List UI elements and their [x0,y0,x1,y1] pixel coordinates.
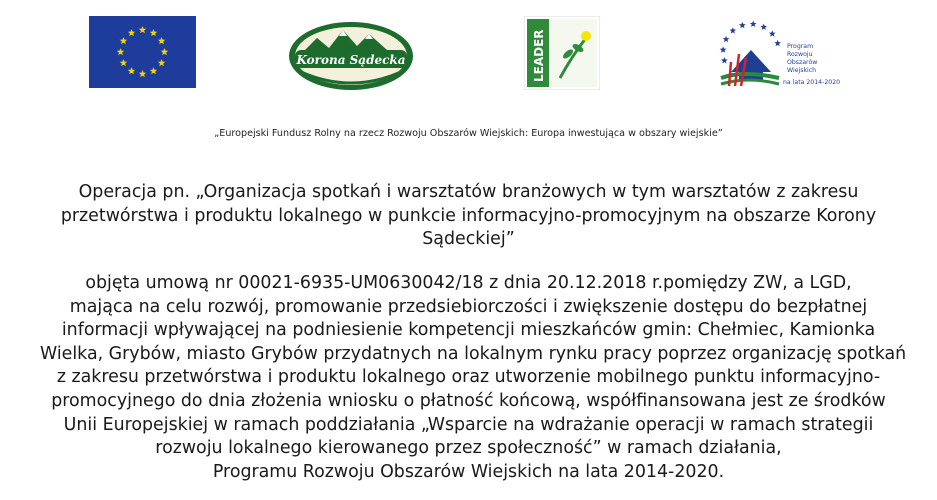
title-line: przetwórstwa i produktu lokalnego w punkcie informacyjno-promocyjnym na obszarze Korony [60,205,877,226]
prow-line-3: Obszarów [787,59,818,66]
prow-star-icon [769,30,776,37]
svg-text:Program Rozwoju Ob [783,43,840,86]
body-line: Programu Rozwoju Obszarów Wiejskich na lata 2014-2020. [212,461,725,482]
prow-star-icon [729,27,736,34]
body-line: rozwoju lokalnego kierowanego przez społeczność” w ramach działania, [155,438,782,459]
leader-logo [524,16,600,90]
prow-line-1: Program [787,43,814,50]
prow-line-5: na lata 2014-2020 [783,79,841,86]
prow-logo [713,14,845,98]
leader-logo-text: LEADER [532,29,546,82]
prow-star-icon [721,57,728,64]
body-line: z zakresu przetwórstwa i produktu lokalnego oraz utworzenie mobilnego punktu informacyjno- [56,367,881,388]
body-line: objęta umową nr 00021-6935-UM0630042/18 z dnia 20.12.2018 r.pomiędzy ZW, a LGD, [85,273,852,293]
prow-star-icon [720,46,727,53]
eu-flag-icon [89,16,196,88]
prow-line-4: Wiejskich [787,67,817,74]
korona-logo-text: Korona Sądecka [296,53,406,67]
title-line: Sądeckiej” [422,229,515,250]
prow-star-icon [739,22,746,29]
body-line: promocyjnego do dnia złożenia wniosku o płatność końcową, współfinansowana jest ze środków [51,390,886,411]
body-line: Unii Europejskiej w ramach poddziałania „Wsparcie na wdrażanie operacji w ramach strategii [63,414,874,435]
prow-star-icon [750,20,757,27]
prow-star-icon [760,23,767,30]
prow-star-icon [723,36,730,43]
body-line: Wielka, Grybów, miasto Grybów przydatnych na lokalnym rynku pracy poprzez organizację spotkań [40,343,907,364]
title-line: Operacja pn. „Organizacja spotkań i warsztatów branżowych w tym warsztatów z zakresu [78,182,859,202]
motto-text: „Europejski Fundusz Rolny na rzecz Rozwoju Obszarów Wiejskich: Europa inwestująca w obszary wiejskie” [214,128,723,139]
operation-description [40,272,907,484]
body-line: informacji wpływającej na podniesienie kompetencji mieszkańców gmin: Chełmiec, Kamionka [61,320,876,341]
prow-star-icon [774,40,781,47]
prow-line-2: Rozwoju [787,51,813,58]
operation-title [60,181,877,252]
korona-sadecka-logo [287,20,415,92]
logo-bar [0,0,937,110]
body-line: mająca na celu rozwój, promowanie przedsiebiorczości i zwiększenie dostępu do bezpłatnej [69,296,868,317]
